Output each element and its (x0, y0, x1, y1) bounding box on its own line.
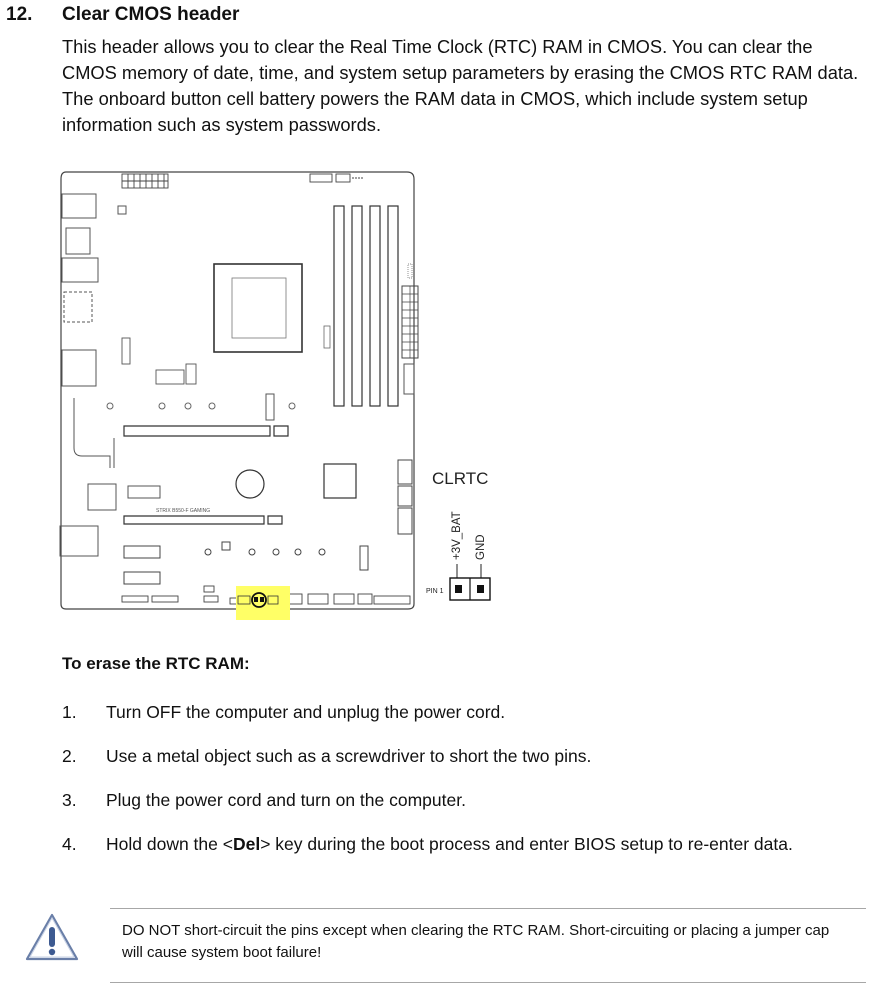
step-number: 3. (62, 790, 77, 810)
cpu-socket (214, 264, 302, 352)
step-text-pre: Hold down the < (106, 834, 233, 854)
step-text: Plug the power cord and turn on the computer. (106, 790, 466, 810)
note-divider-bottom (110, 982, 866, 983)
step-number: 1. (62, 702, 77, 722)
cmos-battery (236, 470, 264, 498)
instructions-title: To erase the RTC RAM: (62, 654, 250, 673)
pcie-slot-2 (124, 516, 282, 524)
section-number: 12. (6, 4, 33, 25)
board-model-label: STRIX B550-F GAMING (156, 508, 211, 514)
clrtc-highlight (236, 586, 290, 620)
pcie-slot-1 (124, 426, 288, 436)
note-divider-top (110, 908, 866, 909)
step-text (106, 832, 846, 856)
warning-note-text: DO NOT short-circuit the pins except when clearing the RTC RAM. Short-circuiting or placing a jumper cap will cause system boot failure! (122, 922, 830, 961)
intro-paragraph: This header allows you to clear the Real Time Clock (RTC) RAM in CMOS. You can clear the CMOS memory of date, time, and system setup parameters by erasing the CMOS RTC RAM data. The onboard button cell battery powers the RAM data in CMOS, which include system setup information such as system passwords. (62, 36, 859, 135)
pin-label-gnd: GND (475, 534, 487, 560)
key-name: Del (232, 834, 261, 854)
step-text: Use a metal object such as a screwdriver to short the two pins. (106, 746, 592, 766)
board-outline (61, 172, 414, 609)
warning-icon (24, 912, 80, 962)
section-title: Clear CMOS header (62, 4, 240, 25)
step-number: 4. (62, 834, 77, 854)
step-text: Turn OFF the computer and unplug the power cord. (106, 702, 506, 722)
step-text-post: > key during the boot process and enter BIOS setup to re-enter data. (260, 834, 793, 854)
dimm-slots (334, 206, 398, 406)
pin1-label: PIN 1 (426, 588, 444, 595)
motherboard-diagram (52, 168, 512, 638)
step-number: 2. (62, 746, 77, 766)
pin-label-3v-bat: +3V_BAT (451, 511, 463, 560)
clrtc-label: CLRTC (432, 469, 489, 488)
